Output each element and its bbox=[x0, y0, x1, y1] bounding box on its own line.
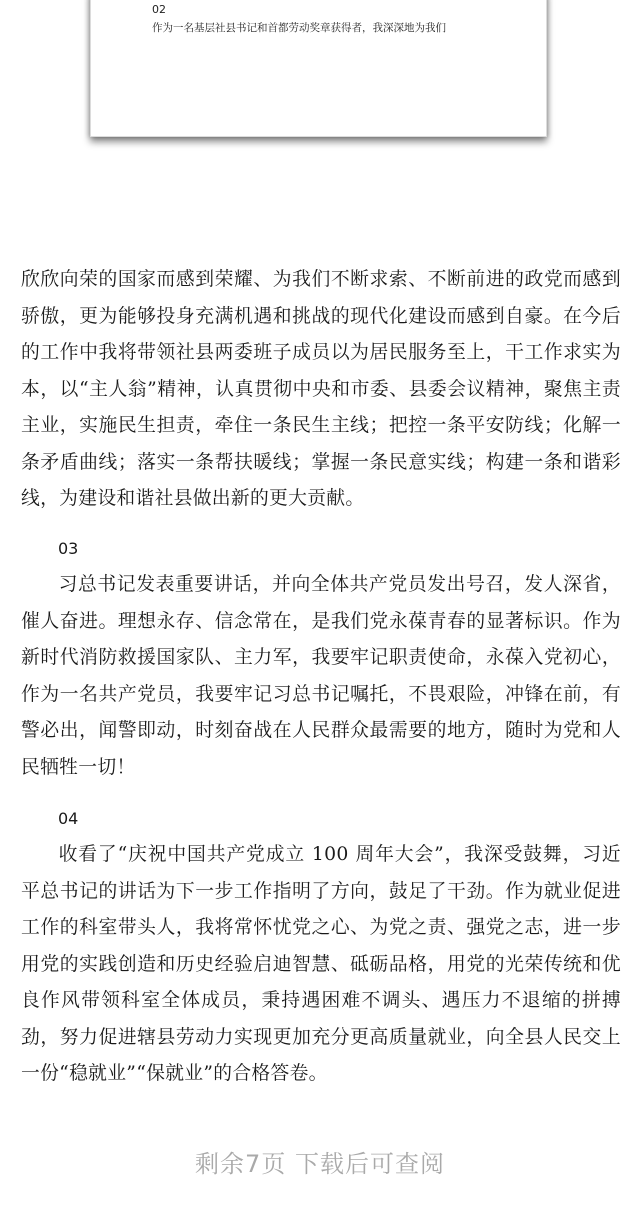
preview-card bbox=[90, 0, 547, 137]
paragraph-2: 习总书记发表重要讲话，并向全体共产党员发出号召，发人深省，催人奋进。理想永存、信念常在，是我们党永葆青春的显著标识。作为新时代消防救援国家队、主力军，我要牢记职责使命，永葆入党初心，作为一名共产党员，我要牢记习总书记嘱托，不畏艰险，冲锋在前，有警必出，闻警即动，时刻奋战在人民群众最需要的地方，随时为党和人民牺牲一切！ bbox=[21, 574, 621, 778]
preview-section-number: 02 bbox=[152, 3, 166, 16]
section-number-04: 04 bbox=[58, 809, 79, 828]
section-number-03: 03 bbox=[58, 539, 79, 558]
paragraph-3: 收看了“庆祝中国共产党成立 100 周年大会”，我深受鼓舞，习近平总书记的讲话为下一步工作指明了方向，鼓足了干劲。作为就业促进工作的科室带头人，我将常怀忧党之心、为党之责、强党之志，进一步用党的实践创造和历史经验启迪智慧、砥砺品格，用党的光荣传统和优良作风带领科室全体成员，秉持遇困难不调头、遇压力不退缩的拼搏劲，努力促进辖县劳动力实现更加充分更高质量就业，向全县人民交上一份“稳就业”“保就业”的合格答卷。 bbox=[21, 844, 621, 1084]
remaining-pages-download-prompt[interactable]: 剩余7页 下载后可查阅 bbox=[195, 1150, 445, 1178]
preview-text: 作为一名基层社县书记和首都劳动奖章获得者，我深深地为我们 bbox=[152, 22, 446, 34]
paragraph-1: 欣欣向荣的国家而感到荣耀、为我们不断求索、不断前进的政党而感到骄傲，更为能够投身充满机遇和挑战的现代化建设而感到自豪。在今后的工作中我将带领社县两委班子成员以为居民服务至上，干工作求实为本，以“主人翁”精神，认真贯彻中央和市委、县委会议精神，聚焦主责主业，实施民生担责，牵住一条民生主线；把控一条平安防线；化解一条矛盾曲线；落实一条帮扶暖线；掌握一条民意实线；构建一条和谐彩线，为建设和谐社县做出新的更大贡献。 bbox=[21, 269, 621, 509]
